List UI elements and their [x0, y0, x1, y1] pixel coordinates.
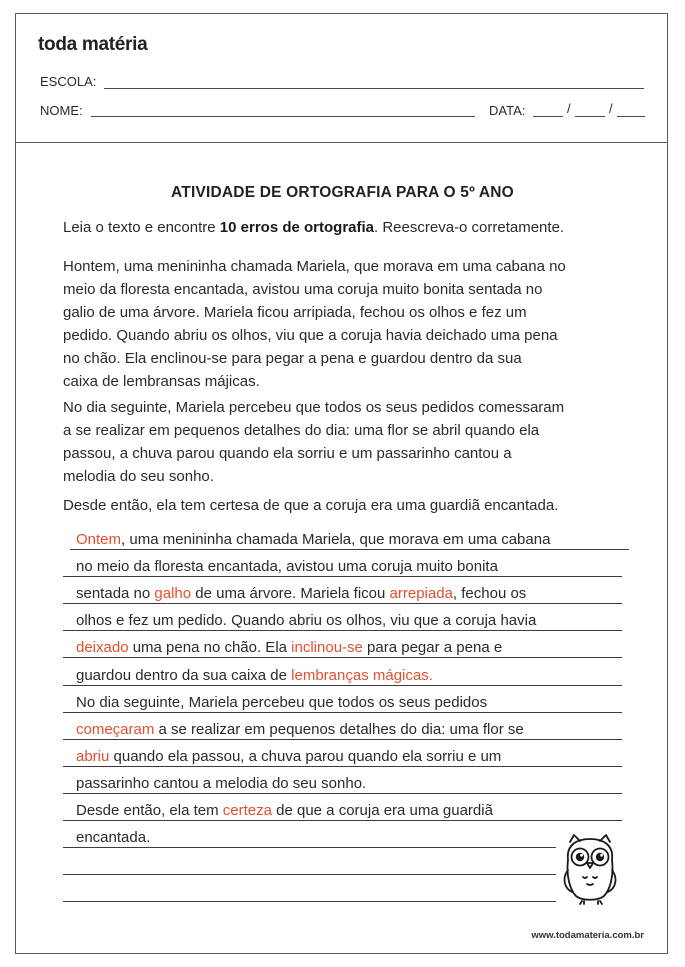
text-line: Hontem, uma menininha chamada Mariela, que morava em uma cabana no	[63, 258, 566, 275]
answer-rule[interactable]	[63, 739, 622, 740]
answer-line-text	[76, 721, 524, 738]
answer-text: a se realizar em pequenos detalhes do dia: uma flor se	[154, 720, 524, 738]
answer-rule[interactable]	[63, 901, 556, 902]
date-separator: /	[567, 101, 571, 116]
answer-line-text	[76, 667, 433, 684]
answer-rule[interactable]	[70, 549, 629, 550]
text-line: caixa de lembransas májicas.	[63, 373, 260, 390]
logo: toda matéria	[38, 34, 148, 55]
answer-line-text	[76, 748, 501, 765]
name-field[interactable]	[91, 116, 475, 117]
answer-line-text	[76, 802, 493, 819]
answer-rule[interactable]	[63, 685, 622, 686]
answer-text: passarinho cantou a melodia do seu sonho.	[76, 774, 367, 792]
answer-text: no meio da floresta encantada, avistou uma coruja muito bonita	[76, 558, 498, 576]
answer-rule[interactable]	[63, 657, 622, 658]
answer-rule[interactable]	[63, 576, 622, 577]
answer-rule[interactable]	[63, 820, 622, 821]
answer-line-text	[76, 531, 550, 548]
instruction	[63, 219, 643, 236]
answer-rule[interactable]	[63, 712, 622, 713]
date-label: DATA:	[489, 103, 526, 118]
text-line: No dia seguinte, Mariela percebeu que todos os seus pedidos comessaram	[63, 399, 565, 416]
answer-text: guardou dentro da sua caixa de	[76, 666, 292, 684]
corrected-word: lembranças mágicas.	[291, 666, 433, 684]
corrected-word: galho	[154, 585, 192, 603]
answer-text: Desde então, ela tem	[76, 802, 223, 819]
answer-line-text	[76, 775, 366, 792]
text-line: galio de uma árvore. Mariela ficou arripiada, fechou os olhos e fez um	[63, 304, 527, 321]
text-paragraph	[63, 396, 633, 488]
date-day-field[interactable]	[533, 116, 563, 117]
answer-text: sentada no	[76, 585, 155, 603]
answer-line-text	[76, 694, 487, 711]
answer-line-text	[76, 585, 526, 602]
text-line: Desde então, ela tem certesa de que a coruja era uma guardiã encantada.	[63, 497, 559, 514]
text-line: melodia do seu sonho.	[63, 468, 214, 485]
corrected-word: arrepiada	[389, 585, 453, 603]
corrected-word: inclinou-se	[291, 639, 363, 657]
answer-rule[interactable]	[63, 847, 556, 848]
answer-text: olhos e fez um pedido. Quando abriu os olhos, viu que a coruja havia	[76, 612, 537, 630]
answer-rule[interactable]	[63, 603, 622, 604]
date-separator: /	[609, 101, 613, 116]
answer-text: quando ela passou, a chuva parou quando ela sorriu e um	[109, 747, 502, 765]
answer-text: para pegar a pena e	[362, 639, 503, 657]
answer-line-text	[76, 639, 502, 656]
answer-rule[interactable]	[63, 630, 622, 631]
answer-text: No dia seguinte, Mariela percebeu que todos os seus pedidos	[76, 693, 488, 711]
answer-text: , uma menininha chamada Mariela, que morava em uma cabana	[121, 531, 551, 548]
school-label: ESCOLA:	[40, 74, 97, 89]
name-label: NOME:	[40, 103, 83, 118]
text-line: meio da floresta encantada, avistou uma coruja muito bonita sentada no	[63, 281, 543, 298]
answer-line-text	[76, 558, 498, 575]
text-line: a se realizar em pequenos detalhes do dia: uma flor se abril quando ela	[63, 422, 540, 439]
school-field[interactable]	[104, 88, 644, 89]
header-divider	[15, 142, 668, 143]
instruction-text: Leia o texto e encontre	[63, 219, 220, 236]
corrected-word: certeza	[222, 802, 272, 819]
answer-line-text	[76, 829, 150, 846]
instruction-highlight: 10 erros de ortografia	[219, 219, 374, 236]
answer-rule[interactable]	[63, 793, 622, 794]
answer-text: encantada.	[76, 829, 151, 847]
text-paragraph	[63, 255, 633, 393]
page-title: ATIVIDADE DE ORTOGRAFIA PARA O 5º ANO	[171, 184, 514, 201]
instruction-text: . Reescreva-o corretamente.	[374, 219, 565, 236]
corrected-word: abriu	[76, 747, 110, 765]
date-month-field[interactable]	[575, 116, 605, 117]
text-line: no chão. Ela enclinou-se para pegar a pena e guardou dentro da sua	[63, 350, 522, 367]
answer-text: uma pena no chão. Ela	[128, 639, 292, 657]
answer-text: , fechou os	[452, 585, 527, 603]
answer-text: de que a coruja era uma guardiã	[271, 802, 493, 819]
text-paragraph	[63, 494, 633, 517]
owl-illustration	[560, 832, 620, 906]
text-line: passou, a chuva parou quando ela sorriu e um passarinho cantou a	[63, 445, 512, 462]
answer-line-text	[76, 612, 536, 629]
answer-text: de uma árvore. Mariela ficou	[191, 585, 390, 603]
answer-rule[interactable]	[63, 766, 622, 767]
corrected-word: começaram	[76, 720, 155, 738]
answer-rule[interactable]	[63, 874, 556, 875]
corrected-word: deixado	[76, 639, 129, 657]
corrected-word: Ontem	[76, 531, 122, 548]
text-line: pedido. Quando abriu os olhos, viu que a coruja havia deichado uma pena	[63, 327, 558, 344]
website-url[interactable]: www.todamateria.com.br	[531, 930, 644, 941]
date-year-field[interactable]	[617, 116, 645, 117]
